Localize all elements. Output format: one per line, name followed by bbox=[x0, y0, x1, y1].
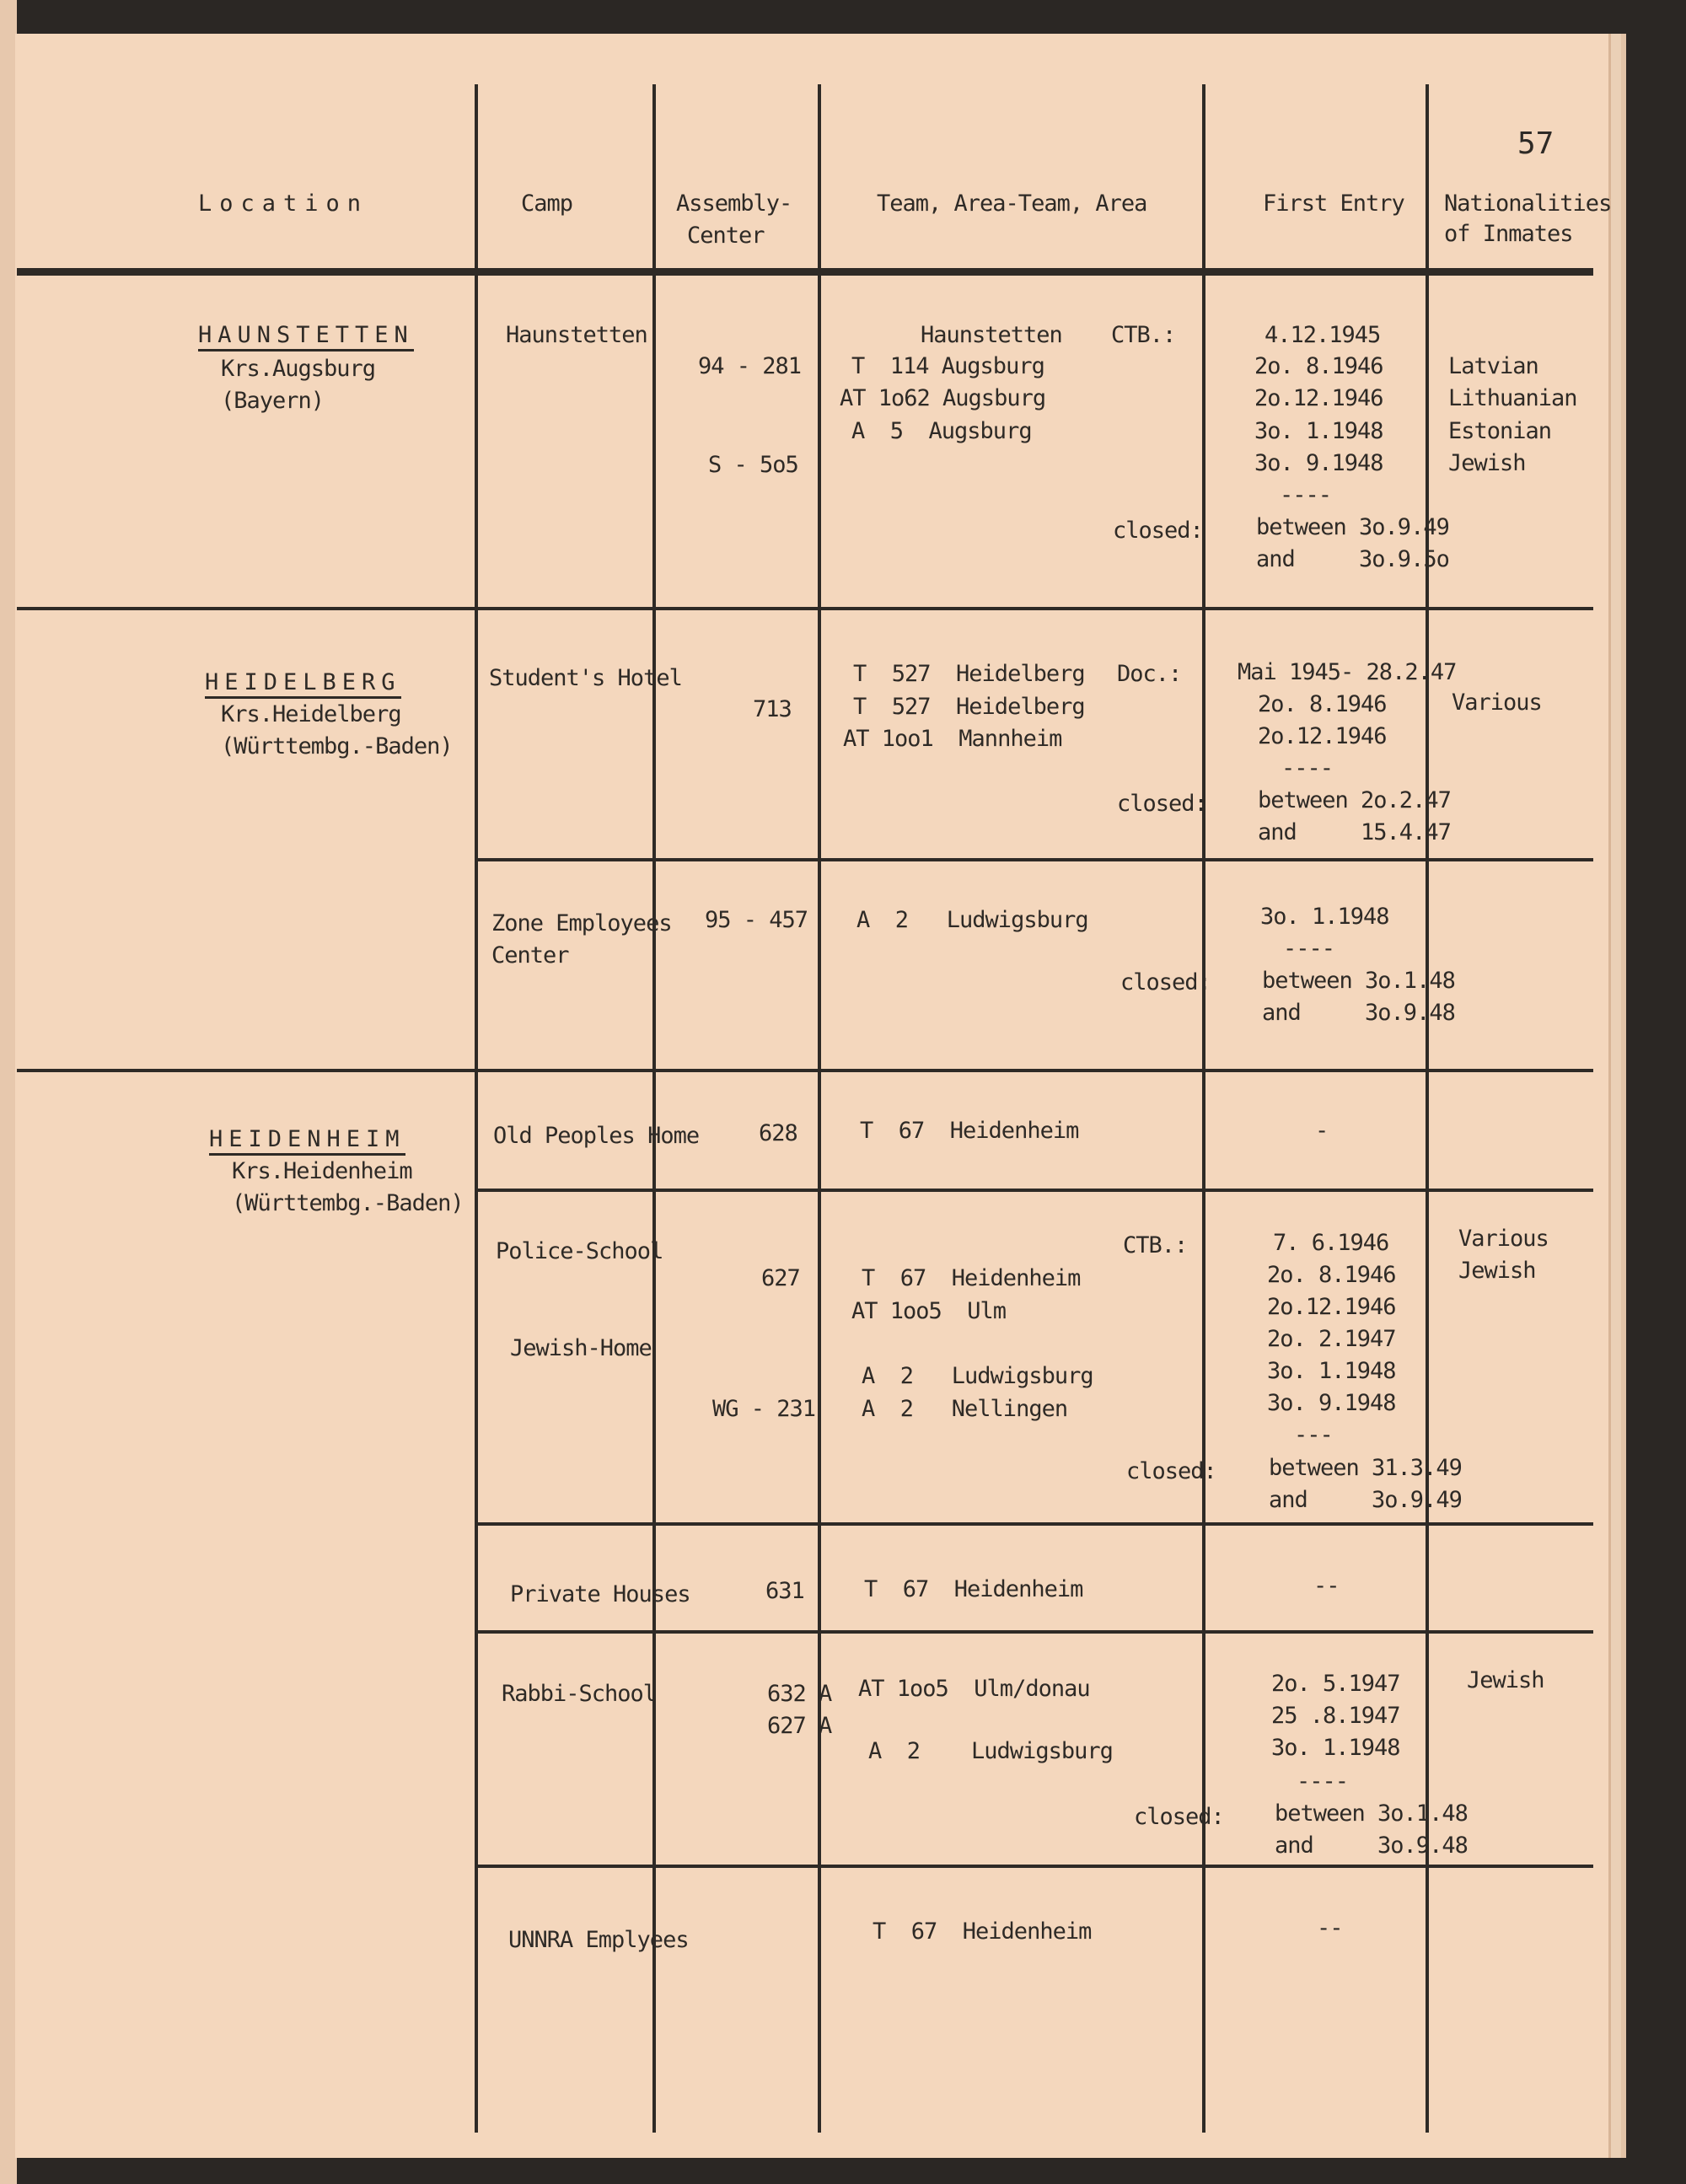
left-page-edge bbox=[0, 0, 17, 2184]
row-divider bbox=[475, 1522, 1593, 1526]
location-name: HEIDELBERG bbox=[205, 666, 401, 699]
header-camp: Camp bbox=[521, 190, 573, 217]
assembly-center: WG - 231 bbox=[712, 1396, 816, 1422]
location-district: Krs.Augsburg bbox=[221, 356, 376, 382]
closed-label: closed: bbox=[1126, 1458, 1216, 1484]
closed-and: and 3o.9.48 bbox=[1262, 1000, 1455, 1026]
entry-date: Mai 1945- 28.2.47 bbox=[1238, 659, 1457, 685]
header-team: Team, Area-Team, Area bbox=[877, 190, 1147, 217]
entry-date: 7. 6.1946 bbox=[1273, 1230, 1389, 1256]
nationality: Various bbox=[1452, 690, 1542, 716]
row-divider bbox=[17, 1069, 1593, 1072]
page-number: 57 bbox=[1517, 126, 1554, 161]
separator: ---- bbox=[1283, 936, 1335, 962]
entry-date: 3o. 1.1948 bbox=[1260, 904, 1389, 930]
closed-and: and 15.4.47 bbox=[1258, 819, 1451, 845]
camp-name: Private Houses bbox=[510, 1581, 690, 1607]
closed-and: and 3o.9.49 bbox=[1269, 1487, 1462, 1513]
closed-and: and 3o.9.5o bbox=[1256, 546, 1449, 572]
assembly-center: 627 A bbox=[767, 1713, 832, 1739]
nationality: Jewish bbox=[1448, 450, 1526, 476]
entry-date: 3o. 1.1948 bbox=[1267, 1358, 1396, 1384]
camp-name: Center bbox=[491, 942, 569, 969]
entry-date: 2o. 8.1946 bbox=[1258, 691, 1387, 717]
assembly-center: 95 - 457 bbox=[705, 907, 808, 933]
closed-between: between 2o.2.47 bbox=[1258, 787, 1451, 813]
entry-date: 3o. 1.1948 bbox=[1271, 1735, 1400, 1761]
row-divider bbox=[475, 1189, 1593, 1192]
team-entry: Haunstetten bbox=[921, 322, 1062, 348]
separator: ---- bbox=[1297, 1768, 1349, 1795]
location-name: HEIDENHEIM bbox=[209, 1123, 405, 1156]
entry-date: 3o. 9.1948 bbox=[1267, 1390, 1396, 1416]
header-location: Location bbox=[198, 190, 369, 217]
header-assembly-line1: Assembly- bbox=[676, 190, 792, 217]
closed-label: closed: bbox=[1120, 969, 1211, 995]
nationality: Estonian bbox=[1448, 418, 1552, 444]
header-first-entry: First Entry bbox=[1263, 190, 1404, 217]
assembly-center: S - 5o5 bbox=[708, 452, 798, 478]
team-entry: T 67 Heidenheim bbox=[864, 1576, 1083, 1602]
row-divider bbox=[475, 1630, 1593, 1634]
closed-and: and 3o.9.48 bbox=[1275, 1833, 1468, 1859]
team-entry: A 2 Nellingen bbox=[862, 1396, 1068, 1422]
location-district: Krs.Heidelberg bbox=[221, 701, 401, 727]
location-state: (Württembg.-Baden) bbox=[232, 1190, 464, 1216]
closed-between: between 3o.9.49 bbox=[1256, 514, 1449, 540]
entry-date: 3o. 9.1948 bbox=[1254, 450, 1383, 476]
nationality: Jewish bbox=[1458, 1258, 1536, 1284]
entry-date: -- bbox=[1313, 1573, 1340, 1599]
nationality: Various bbox=[1458, 1226, 1549, 1252]
team-entry: A 5 Augsburg bbox=[851, 418, 1032, 444]
nationality: Lithuanian bbox=[1448, 385, 1577, 411]
team-entry: T 114 Augsburg bbox=[851, 353, 1044, 379]
team-entry: A 2 Ludwigsburg bbox=[868, 1738, 1113, 1764]
entry-date: 3o. 1.1948 bbox=[1254, 418, 1383, 444]
location-state: (Württembg.-Baden) bbox=[221, 733, 453, 759]
entry-date: 4.12.1945 bbox=[1264, 322, 1381, 348]
team-entry: AT 1oo5 Ulm/donau bbox=[858, 1676, 1090, 1702]
nationality: Latvian bbox=[1448, 353, 1538, 379]
camp-name: Rabbi-School bbox=[502, 1681, 657, 1707]
entry-date: 2o.12.1946 bbox=[1258, 723, 1387, 749]
assembly-center: 628 bbox=[759, 1120, 797, 1146]
team-entry: T 67 Heidenheim bbox=[873, 1918, 1092, 1945]
grid-line bbox=[475, 84, 478, 2133]
team-entry: AT 1oo5 Ulm bbox=[851, 1298, 1007, 1324]
team-entry: A 2 Ludwigsburg bbox=[862, 1363, 1093, 1389]
assembly-center: 631 bbox=[765, 1578, 804, 1604]
assembly-center: 94 - 281 bbox=[698, 353, 802, 379]
closed-between: between 31.3.49 bbox=[1269, 1455, 1462, 1481]
row-divider bbox=[17, 607, 1593, 610]
team-entry: AT 1o62 Augsburg bbox=[840, 385, 1046, 411]
row-divider bbox=[475, 858, 1593, 861]
entry-date: 2o. 8.1946 bbox=[1254, 353, 1383, 379]
entry-date: 2o. 8.1946 bbox=[1267, 1262, 1396, 1288]
separator: ---- bbox=[1281, 755, 1334, 781]
location-district: Krs.Heidenheim bbox=[232, 1158, 412, 1184]
team-entry: AT 1oo1 Mannheim bbox=[843, 726, 1062, 752]
separator: --- bbox=[1294, 1422, 1333, 1448]
team-label: CTB.: bbox=[1123, 1232, 1188, 1258]
camp-name: Student's Hotel bbox=[489, 665, 682, 691]
team-entry: T 67 Heidenheim bbox=[862, 1265, 1081, 1291]
assembly-center: 627 bbox=[761, 1265, 800, 1291]
team-entry: T 67 Heidenheim bbox=[860, 1118, 1079, 1144]
team-label: Doc.: bbox=[1117, 661, 1182, 687]
entry-date: 25 .8.1947 bbox=[1271, 1703, 1400, 1729]
grid-line bbox=[818, 84, 821, 2133]
header-nationalities-line2: of Inmates bbox=[1444, 221, 1573, 247]
header-divider bbox=[17, 268, 1593, 276]
closed-label: closed: bbox=[1134, 1804, 1224, 1830]
team-label: CTB.: bbox=[1111, 322, 1176, 348]
team-entry: T 527 Heidelberg bbox=[853, 694, 1085, 720]
row-divider bbox=[475, 1865, 1593, 1868]
entry-date: 2o. 2.1947 bbox=[1267, 1326, 1396, 1352]
grid-line bbox=[652, 84, 656, 2133]
camp-name: Haunstetten bbox=[506, 322, 647, 348]
separator: ---- bbox=[1280, 482, 1332, 508]
closed-between: between 3o.1.48 bbox=[1275, 1800, 1468, 1827]
camp-name: Old Peoples Home bbox=[493, 1123, 700, 1149]
assembly-center: 713 bbox=[753, 696, 792, 722]
camp-name: UNNRA Emplyees bbox=[508, 1927, 689, 1953]
location-state: (Bayern) bbox=[221, 388, 325, 414]
camp-name: Police-School bbox=[496, 1238, 663, 1264]
nationality: Jewish bbox=[1467, 1667, 1544, 1693]
entry-date: - bbox=[1315, 1118, 1329, 1144]
assembly-center: 632 A bbox=[767, 1681, 832, 1707]
team-entry: T 527 Heidelberg bbox=[853, 661, 1085, 687]
closed-between: between 3o.1.48 bbox=[1262, 968, 1455, 994]
team-entry: A 2 Ludwigsburg bbox=[856, 907, 1088, 933]
camp-name: Zone Employees bbox=[491, 910, 672, 936]
entry-date: 2o.12.1946 bbox=[1254, 385, 1383, 411]
entry-date: 2o.12.1946 bbox=[1267, 1294, 1396, 1320]
location-name: HAUNSTETTEN bbox=[198, 319, 414, 351]
entry-date: -- bbox=[1317, 1915, 1343, 1941]
closed-label: closed: bbox=[1113, 518, 1203, 544]
header-assembly-line2: Center bbox=[687, 223, 765, 249]
camp-name: Jewish-Home bbox=[510, 1335, 652, 1361]
closed-label: closed: bbox=[1117, 791, 1207, 817]
entry-date: 2o. 5.1947 bbox=[1271, 1671, 1400, 1697]
header-nationalities-line1: Nationalities bbox=[1444, 190, 1612, 217]
